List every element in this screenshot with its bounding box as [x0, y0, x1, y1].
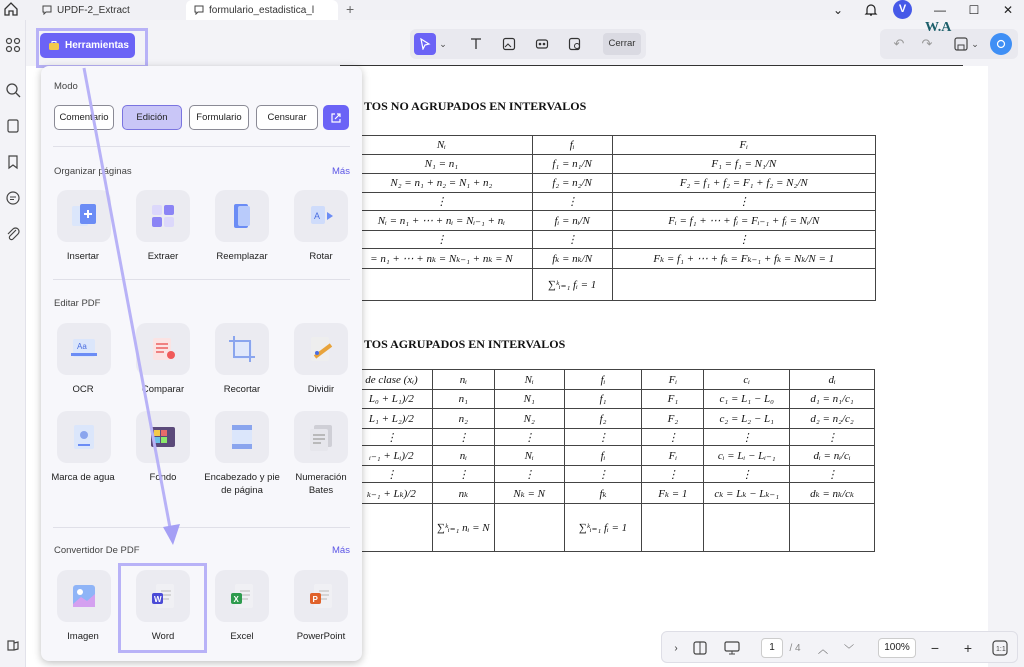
section-title: Convertidor De PDF [54, 545, 140, 556]
add-tab-icon[interactable]: + [346, 1, 355, 17]
crop-icon [226, 333, 258, 365]
pages-icon[interactable] [5, 118, 21, 134]
presentation-icon[interactable] [722, 638, 742, 658]
bottom-bar [661, 631, 1018, 663]
table-cell: fₖ [564, 483, 642, 504]
tools-button[interactable] [40, 33, 135, 58]
table-cell: dₖ = nₖ/cₖ [790, 483, 875, 504]
chevron-up-icon[interactable]: ︿ [818, 644, 828, 656]
insert-tile[interactable] [57, 190, 111, 242]
table-cell: ⋮ [432, 466, 494, 483]
table-header: de clase (xᵢ) [351, 370, 433, 390]
table-cell: ⋮ [351, 466, 433, 483]
toolbox-icon [48, 40, 60, 51]
more-link[interactable]: Más [332, 166, 350, 177]
table-cell: Nᵢ [494, 446, 564, 466]
watermark-tile[interactable] [57, 411, 111, 463]
table-cell: ⋮ [564, 466, 642, 483]
zoom-in-icon[interactable]: + [963, 640, 973, 656]
insert-pages-icon [68, 200, 100, 232]
table-cell [790, 504, 875, 552]
close-icon[interactable]: ✕ [1002, 3, 1014, 17]
comment-icon [42, 5, 52, 15]
mode-edit-button[interactable]: Edición [122, 105, 182, 130]
extract-tile[interactable] [136, 190, 190, 242]
table-cell: = n₁ + ⋯ + nₖ = Nₖ₋₁ + nₖ = N [351, 249, 533, 269]
table-cell [351, 504, 433, 552]
table-cell: ⋮ [494, 466, 564, 483]
left-rail [0, 20, 26, 667]
select-tool-button[interactable] [414, 33, 436, 55]
table-cell: c₂ = L₂ − L₁ [704, 409, 790, 429]
mode-redact-button[interactable]: Censurar [256, 105, 318, 130]
tab-label: UPDF-2_Extract [57, 4, 130, 16]
table-ungrouped [350, 135, 876, 301]
crop-tile[interactable] [215, 323, 269, 375]
divider [53, 146, 350, 147]
table-cell: ⋮ [432, 429, 494, 446]
table-cell: ⋮ [351, 231, 533, 249]
comment-icon [194, 5, 204, 15]
tile-label: Recortar [223, 384, 261, 395]
close-edit-button[interactable]: Cerrar [603, 33, 641, 55]
link-tool-button[interactable] [531, 33, 553, 55]
table-cell: ⋮ [532, 193, 612, 211]
table-cell: F₂ = f₁ + f₂ = F₁ + f₂ = N₂/N [612, 174, 875, 193]
table-cell: ⋮ [790, 466, 875, 483]
section-title: Editar PDF [54, 298, 101, 309]
table-cell: n₁ [432, 390, 494, 409]
powerpoint-file-icon [305, 580, 337, 612]
minimize-icon[interactable]: — [934, 3, 946, 17]
tile-label: Fondo [149, 472, 177, 483]
svg-text:Aa: Aa [77, 342, 87, 351]
table-cell [494, 504, 564, 552]
layers-icon[interactable] [5, 637, 21, 653]
tile-label: PowerPoint [296, 631, 346, 642]
section-title: Organizar páginas [54, 166, 132, 177]
external-link-icon [330, 112, 342, 124]
header-rule [340, 65, 963, 66]
section-title: TOS AGRUPADOS EN INTERVALOS [364, 337, 566, 351]
open-external-button[interactable] [323, 105, 349, 130]
scroll-area[interactable] [988, 66, 1024, 667]
table-cell: Nₖ = N [494, 483, 564, 504]
convert-powerpoint-tile[interactable] [294, 570, 348, 622]
zoom-out-icon[interactable]: − [930, 640, 940, 656]
image-file-icon [68, 580, 100, 612]
undo-icon[interactable]: ↶ [893, 36, 905, 51]
table-cell: cₖ = Lₖ − Lₖ₋₁ [704, 483, 790, 504]
stamp-icon [568, 37, 582, 51]
table-cell: fᵢ = nᵢ/N [532, 211, 612, 231]
divider [53, 279, 350, 280]
table-cell: L₁ + L₂)/2 [351, 409, 433, 429]
table-cell: f₂ = n₂/N [532, 174, 612, 193]
table-cell: ⋮ [494, 429, 564, 446]
table-cell: f₁ [564, 390, 642, 409]
table-cell: N₁ = n₁ [351, 155, 533, 174]
image-tool-button[interactable] [498, 33, 520, 55]
redo-icon[interactable]: ↷ [921, 36, 933, 51]
tile-label: Imagen [67, 631, 99, 642]
svg-text:1:1: 1:1 [996, 646, 1006, 653]
chevron-right-icon[interactable]: › [674, 642, 678, 654]
more-link[interactable]: Más [332, 545, 350, 556]
tile-label: Encabezado y pie de página [204, 472, 280, 496]
comment-list-icon[interactable] [5, 190, 21, 206]
svg-text:A: A [314, 211, 321, 221]
table-cell: ₖ₋₁ + Lₖ)/2 [351, 483, 433, 504]
rotate-tile[interactable] [294, 190, 348, 242]
home-icon[interactable] [3, 1, 19, 17]
table-cell: ⋮ [790, 429, 875, 446]
table-cell: f₂ [564, 409, 642, 429]
background-tile[interactable] [136, 411, 190, 463]
split-icon [305, 333, 337, 365]
bookmark-icon[interactable] [5, 154, 21, 170]
bell-icon[interactable] [863, 2, 879, 18]
grid-icon[interactable] [5, 37, 21, 53]
svg-text:X: X [233, 595, 239, 604]
tile-label: Rotar [309, 251, 333, 262]
table-header: Fᵢ [612, 136, 875, 155]
table-cell [351, 269, 533, 301]
table-cell: d₂ = n₂/c₂ [790, 409, 875, 429]
tile-label: Word [151, 631, 175, 642]
title-bar [0, 0, 1024, 20]
table-grouped [350, 369, 875, 552]
avatar[interactable]: V [893, 0, 912, 19]
tools-label: Herramientas [65, 40, 129, 51]
convert-image-tile[interactable] [57, 570, 111, 622]
table-cell: ⋮ [704, 466, 790, 483]
text-icon [469, 37, 483, 51]
table-cell: ∑ᵏᵢ₌₁ fᵢ = 1 [564, 504, 642, 552]
table-cell: ∑ᵏᵢ₌₁ nᵢ = N [432, 504, 494, 552]
tile-label: Numeración Bates [295, 472, 347, 496]
tile-label: Reemplazar [216, 251, 268, 262]
svg-text:W: W [154, 595, 162, 604]
link-icon [535, 37, 549, 51]
tile-label: Dividir [307, 384, 335, 395]
divider [53, 527, 350, 528]
table-cell: ᵢ₋₁ + Lᵢ)/2 [351, 446, 433, 466]
search-icon[interactable] [5, 82, 21, 98]
excel-file-icon [226, 580, 258, 612]
page-view-icon[interactable] [690, 638, 710, 658]
table-cell: F₂ [642, 409, 704, 429]
mode-title: Modo [54, 81, 78, 92]
table-header: fᵢ [564, 370, 642, 390]
extract-pages-icon [147, 200, 179, 232]
fit-page-icon[interactable] [990, 638, 1010, 658]
table-cell: nₖ [432, 483, 494, 504]
page-number-input[interactable]: 1 [761, 638, 783, 658]
chevron-down-icon[interactable]: ⌄ [832, 3, 844, 17]
rotate-pages-icon [305, 200, 337, 232]
table-cell: Fₖ = 1 [642, 483, 704, 504]
table-header: Nᵢ [494, 370, 564, 390]
table-cell: d₁ = n₁/c₁ [790, 390, 875, 409]
tab-updf-extract[interactable] [34, 0, 182, 20]
table-header: nᵢ [432, 370, 494, 390]
save-icon[interactable] [950, 33, 972, 55]
table-cell [612, 269, 875, 301]
table-cell: Nᵢ = n₁ + ⋯ + nᵢ = Nᵢ₋₁ + nᵢ [351, 211, 533, 231]
bates-tile[interactable] [294, 411, 348, 463]
table-header: Nᵢ [351, 136, 533, 155]
tab-formulario[interactable] [186, 0, 338, 20]
tile-label: Extraer [147, 251, 179, 262]
logo: W.A [925, 20, 952, 35]
table-cell: f₁ = n₁/N [532, 155, 612, 174]
attachment-icon[interactable] [5, 226, 21, 242]
tile-label: Excel [230, 631, 254, 642]
split-tile[interactable] [294, 323, 348, 375]
text-tool-button[interactable] [465, 33, 487, 55]
cursor-icon [419, 38, 431, 50]
mode-comment-button[interactable]: Comentario [54, 105, 114, 130]
tile-label: Comparar [141, 384, 185, 395]
zoom-level[interactable]: 100% [878, 638, 916, 658]
replace-pages-icon [226, 200, 258, 232]
header-footer-icon [226, 421, 258, 453]
convert-excel-tile[interactable] [215, 570, 269, 622]
table-cell: N₂ [494, 409, 564, 429]
tile-label: Insertar [66, 251, 100, 262]
table-cell: fₖ = nₖ/N [532, 249, 612, 269]
table-cell: n₂ [432, 409, 494, 429]
tile-label: Marca de agua [51, 472, 115, 483]
ocr-tile[interactable] [57, 323, 111, 375]
table-cell: ⋮ [564, 429, 642, 446]
table-cell: cᵢ = Lᵢ − Lᵢ₋₁ [704, 446, 790, 466]
table-header: dᵢ [790, 370, 875, 390]
chevron-down-icon[interactable]: ﹀ [844, 644, 854, 656]
tool-group [410, 29, 646, 59]
table-cell: ⋮ [704, 429, 790, 446]
table-cell: Fᵢ [642, 446, 704, 466]
ai-assistant-icon[interactable] [990, 33, 1012, 55]
maximize-icon[interactable]: ☐ [968, 3, 980, 17]
table-cell [704, 504, 790, 552]
table-cell: L₀ + L₁)/2 [351, 390, 433, 409]
table-cell: ∑ᵏᵢ₌₁ fᵢ = 1 [532, 269, 612, 301]
table-cell: F₁ = f₁ = N₁/N [612, 155, 875, 174]
table-cell: Fᵢ = f₁ + ⋯ + fᵢ = Fᵢ₋₁ + fᵢ = Nᵢ/N [612, 211, 875, 231]
chevron-down-icon[interactable]: ⌄ [439, 38, 447, 49]
table-cell: ⋮ [642, 429, 704, 446]
page-total: / 4 [789, 642, 801, 654]
replace-tile[interactable] [215, 190, 269, 242]
stamp-tool-button[interactable] [564, 33, 586, 55]
table-cell: ⋮ [351, 193, 533, 211]
table-cell: c₁ = L₁ − L₀ [704, 390, 790, 409]
table-cell: Fₖ = f₁ + ⋯ + fₖ = Fₖ₋₁ + fₖ = Nₖ/N = 1 [612, 249, 875, 269]
mode-form-button[interactable]: Formulario [189, 105, 249, 130]
highlight-box [118, 563, 207, 653]
table-cell: N₁ [494, 390, 564, 409]
table-cell [642, 504, 704, 552]
watermark-icon [68, 421, 100, 453]
table-header: Fᵢ [642, 370, 704, 390]
chevron-down-icon[interactable]: ⌄ [971, 38, 979, 49]
table-cell: F₁ [642, 390, 704, 409]
svg-text:P: P [312, 595, 318, 604]
table-header: cᵢ [704, 370, 790, 390]
image-icon [502, 37, 516, 51]
table-cell: fᵢ [564, 446, 642, 466]
compare-tile[interactable] [136, 323, 190, 375]
table-cell: N₂ = n₁ + n₂ = N₁ + n₂ [351, 174, 533, 193]
table-cell: ⋮ [612, 231, 875, 249]
table-cell: ⋮ [351, 429, 433, 446]
table-cell: ⋮ [532, 231, 612, 249]
ocr-icon [68, 333, 100, 365]
bates-numbering-icon [305, 421, 337, 453]
table-cell: ⋮ [642, 466, 704, 483]
tab-label: formulario_estadistica_l [209, 4, 315, 16]
compare-icon [147, 333, 179, 365]
toolbar [26, 20, 1024, 66]
table-header: fᵢ [532, 136, 612, 155]
background-icon [147, 421, 179, 453]
table-cell: dᵢ = nᵢ/cᵢ [790, 446, 875, 466]
header-footer-tile[interactable] [215, 411, 269, 463]
tile-label: OCR [72, 384, 94, 395]
section-title: TOS NO AGRUPADOS EN INTERVALOS [364, 99, 587, 113]
table-cell: nᵢ [432, 446, 494, 466]
table-cell: ⋮ [612, 193, 875, 211]
